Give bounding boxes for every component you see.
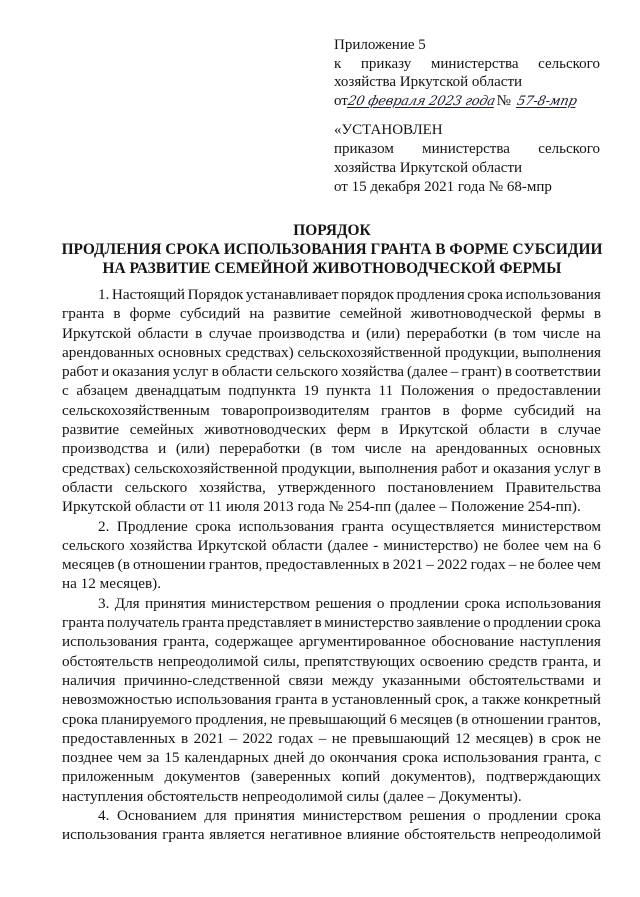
approved-title: «УСТАНОВЛЕН [334, 122, 443, 138]
paragraph-3 [62, 594, 601, 806]
annex-header [334, 36, 600, 111]
text-line: использования гранта, содержащее аргументированное обоснование наступления [62, 633, 601, 651]
text-line: работ и оказания услуг в области сельского хозяйства (далее – грант) в соответствии [62, 363, 601, 381]
text-line: позднее чем за 15 календарных дней до окончания срока использования гранта, с [62, 749, 601, 767]
paragraph-2 [62, 517, 601, 594]
title-line: ПОРЯДОК [293, 222, 371, 239]
text-line: срока планируемого продления, не превышающий 6 месяцев (в отношении грантов, [62, 710, 601, 728]
text-line: Иркутской области от 11 июля 2013 года № 254-пп (далее – Положение 254-пп). [62, 498, 581, 516]
approved-block [334, 121, 600, 197]
text-line: 1. Настоящий Порядок устанавливает порядок продления срока использования [98, 286, 601, 303]
approved-word: приказом [334, 141, 394, 157]
text-line: средствах) сельскохозяйственной продукции, выполнения работ и оказания услуг в [62, 459, 601, 477]
annex-date-prefix: от [334, 92, 348, 109]
text-line: сельскохозяйственным товаропроизводителям грантов в форме субсидий на [62, 401, 601, 419]
annex-word: к [334, 55, 342, 72]
approved-line-order [334, 140, 600, 159]
annex-title: Приложение 5 [334, 37, 426, 53]
annex-word: министерства [430, 55, 519, 72]
text-line: использования гранта является негативное влияние обстоятельств непреодолимой [62, 826, 601, 844]
handwritten-number: 57-8-мпр [515, 93, 579, 109]
text-line: Иркутской области в случае производства и (или) переработки (в том числе на [62, 324, 601, 342]
text-line: наличия причинно-следственной связи между указанными обстоятельствами и [62, 671, 601, 689]
text-line: на 12 месяцев). [62, 575, 162, 593]
text-line: 3. Для принятия министерством решения о продлении срока использования [98, 594, 601, 612]
text-line: невозможностью использования гранта в установленный срок, а также конкретный [62, 691, 601, 709]
text-line: приложенным документов (заверенных копий документов), подтверждающих [62, 768, 601, 786]
text-line: области сельского хозяйства, утвержденного постановлением Правительства [62, 478, 601, 496]
text-line: обстоятельств непреодолимой силы, препятствующих освоению средств гранта, и [62, 652, 601, 670]
text-line: производства и (или) переработки (в том числе на арендованных основных [62, 440, 601, 458]
text-line: наступления обстоятельств непреодолимой силы (далее – Документы). [62, 787, 522, 805]
annex-word: сельского [538, 55, 600, 72]
title-line: ПРОДЛЕНИЯ СРОКА ИСПОЛЬЗОВАНИЯ ГРАНТА В ФОРМЕ СУБСИДИИ [61, 241, 603, 258]
approved-word: министерства [422, 141, 510, 157]
annex-word: приказу [360, 55, 412, 72]
approved-line-date: от 15 декабря 2021 года № 68-мпр [334, 179, 552, 195]
handwritten-date: 20 февраля 2023 года [346, 93, 497, 109]
document-title [40, 221, 624, 278]
text-line: гранта получатель гранта представляет в министерство заявление о продлении срока [62, 614, 601, 632]
annex-line-ministry: хозяйства Иркутской области [334, 74, 523, 91]
text-line: сельского хозяйства Иркутской области (далее - министерство) не более чем на 6 [62, 536, 601, 554]
text-line: развитие семейных животноводческих ферм в Иркутской области в случае [62, 421, 601, 439]
approved-line-ministry: хозяйства Иркутской области [334, 160, 523, 176]
text-line: месяцев (в отношении грантов, предоставленных в 2021 – 2022 годах – не более чем [62, 556, 601, 574]
document-body [62, 285, 601, 845]
text-line: арендованных основных средствах) сельскохозяйственной продукции, выполнения [62, 343, 601, 361]
text-line: 4. Основанием для принятия министерством решения о продлении срока [98, 807, 601, 825]
text-line: гранта в форме субсидий на развитие семейной животноводческой фермы в [62, 305, 601, 323]
annex-line-order [334, 55, 600, 74]
text-line: с абзацем двенадцатым подпункта 19 пункта 11 Положения о предоставлении [62, 382, 601, 400]
paragraph-4 [62, 806, 601, 845]
text-line: 2. Продление срока использования гранта осуществляется министерством [98, 517, 601, 535]
annex-number-sign: № [496, 92, 511, 109]
text-line: предоставленных в 2021 – 2022 годах – не превышающий 12 месяцев) в срок не [62, 729, 601, 747]
paragraph-1 [62, 285, 601, 517]
title-line: НА РАЗВИТИЕ СЕМЕЙНОЙ ЖИВОТНОВОДЧЕСКОЙ ФЕРМЫ [102, 260, 562, 277]
annex-line-date [334, 92, 600, 112]
approved-word: сельского [538, 141, 600, 157]
